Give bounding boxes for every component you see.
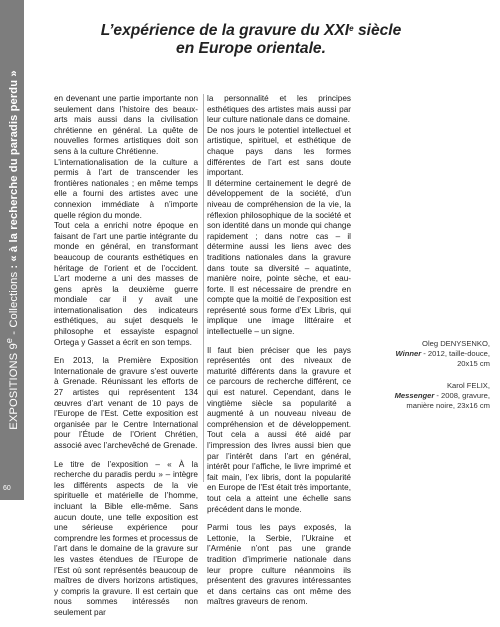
sidebar-rest: - Collections [7,271,20,338]
caption-size: 20x15 cm [457,359,490,368]
caption-title: Messenger [394,391,435,400]
caption-work [340,391,490,401]
caption-size: manière noire, 23x16 cm [406,401,490,410]
paragraph: De nos jours le potentiel intellectuel et artistique, spirituel, et esthétique de chaque pays dans les formes différentes de l’art est sans doute important. [207,125,351,178]
image-captions [340,339,490,423]
sidebar-section-label: EXPOSITIONS [7,352,20,430]
paragraph: Il détermine certainement le degré de développement de la société, d’un niveau de compréhension de la vie, la réflexion philosophique de la société et son identité dans un monde qui change rapidement ; dans notre cas – il détermine aussi les liens avec des traditions nationales dans la gravure dans toute sa diversité – aquatinte, manière noire, pointe sèche, et eau-forte. Il est nécessaire de prendre en compte que la moitié de l’exposition est représenté sous forme d’Ex Libris, qui implique une image littéraire et intellectuelle – un signe. [207,178,351,337]
sidebar-section-title [4,70,20,429]
paragraph: L’internationalisation de la culture a permis à l’art de transcender les frontières nationales ; en même temps elle a fourni des artistes avec une connexion immédiate à n’importe quelle région du monde. [54,157,198,220]
paragraph: la personnalité et les principes esthétiques des artistes mais aussi par leur culture nationale dans ce domaine. [207,94,351,125]
text-column-right [207,94,351,616]
paragraph: en devenant une partie importante non seulement dans l’histoire des beaux-arts mais aussi dans la civilisation chrétienne en général. La quête de nouvelles formes artistiques doit son sens à la culture Chrétienne. [54,94,198,156]
paragraph: Tout cela a enrichi notre époque en faisant de l’art une partie intégrante du monde en général, en transformant beaucoup de courants esthétiques en héritage de l’orient et de l’occident. L’art moderne a uni des masses de gens après la deuxième guerre mondiale car il y avait une internationalisation des indicateurs esthétiques, au sujet desquels le philosophe et essayiste espagnol Ortega y Gasset a écrit en son temps. [54,221,198,347]
sidebar-tagline: : « à la recherche du paradis perdu » [7,70,20,272]
caption-details: - 2008, gravure, [434,391,490,400]
caption-work [340,349,490,359]
text-column-left [54,94,198,627]
sidebar [0,0,24,500]
paragraph: Il faut bien préciser que les pays représentés ont des niveaux de maturité différents dans la gravure et ce parcours de recherche différent, ce qui est naturel. Cependant, dans le vingtième siècle sa popularité a augmenté à un nouveau niveau de compréhension et de développement. Tout cela a aussi été aidé par l’impression des livres aussi bien que par l’intérêt dans l’art en général, intérêt pour l’affiche, le livre imprimé et fait main, l’ex libris, dont la popularité en Europe de l’Est était très importante, tout cela a atteint une échelle sans précédent dans le monde. [207,345,351,514]
sidebar-number: 9 [7,343,20,350]
caption-artist: Karol FELIX, [446,381,490,390]
caption-details: - 2012, taille-douce, [421,349,490,358]
title-sup: e [349,24,354,33]
title-line-1-end: siècle [353,22,402,39]
sidebar-sup: e [4,337,15,344]
title-line-2: en Europe orientale. [176,40,326,57]
title-line-1: L’expérience de la gravure du XXI [100,22,350,39]
caption [340,339,490,369]
caption [340,381,490,411]
paragraph: En 2013, la Première Exposition Internationale de gravure s’est ouverte à Grenade. Réunissant les efforts de 27 artistes qui représentent 134 œuvres d’art venant de 10 pays de l’Europe de l’Est. Cette exposition est organisée par le Centre International pour l’Étude de l’Orient Chrétien, associé avec l’archevêché de Grenade. [54,356,198,450]
paragraph: Parmi tous les pays exposés, la Lettonie, la Serbie, l’Ukraine et l’Arménie n’ont pas une grande tradition d’imprimerie nationale dans leur propre culture néanmoins ils présentent des gravures intéressantes et dans certains cas ont même des maîtres graveurs de renom. [207,523,351,607]
paragraph: Le titre de l’exposition – « À la recherche du paradis perdu » – intègre les différents aspects de la vie spirituelle et matérielle de l’homme, incluant la Bible elle-même. Sans aucun doute, une telle exposition est une sérieuse expérience pour comprendre les formes et processus de l’art dans le domaine de la gravure sur les vastes étendues de l’Europe de l’Est où sont représentés beaucoup de maîtres de divers horizons artistiques, y compris la gravure. Il est certain que nous sommes intéressés non seulement par [54,459,198,617]
caption-artist: Oleg DENYSENKO, [422,339,490,348]
column-divider [203,94,204,482]
page-number: 60 [3,485,11,492]
caption-title: Winner [395,349,422,358]
article-title [56,22,446,58]
